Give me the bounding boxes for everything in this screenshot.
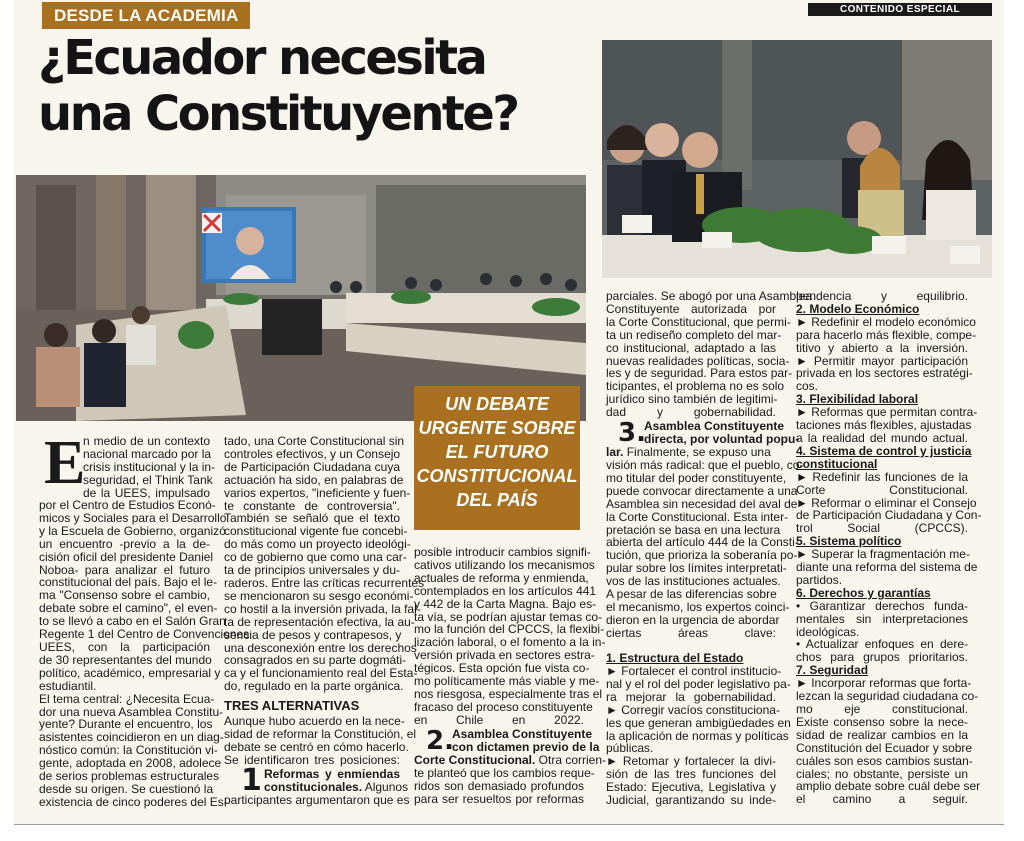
section-heading: 4. Sistema de control y justicia — [796, 443, 972, 458]
text-line: ca y el funcionamiento real del Esta- — [224, 666, 418, 681]
text-line: sencia de pesos y contrapesos, y — [224, 627, 402, 642]
text-line: lezcan la seguridad ciudadana co- — [796, 689, 979, 704]
text-line: ► Superar la fragmentación me- — [796, 547, 970, 562]
text-line: Asamblea sin necesidad del aval de — [606, 496, 798, 511]
text-line: de serios problemas estructurales — [39, 769, 220, 784]
text-line: gente, adoptada en 2008, adolece — [39, 756, 222, 771]
drop-cap: E — [44, 429, 86, 497]
text-line: ta un rediseño completo del mar- — [606, 327, 782, 342]
text-line: por el Centro de Estudios Econó- — [39, 498, 216, 512]
text-line: ► Retomar y fortalecer la divi- — [606, 754, 776, 769]
text-line: en Chile en 2022. — [414, 712, 584, 727]
text-line: constitucional vigente fue concebi- — [224, 524, 408, 539]
text-line: micos y Sociales para el Desarrollo — [39, 510, 227, 525]
text-line: tado, una Corte Constitucional sin — [224, 434, 405, 448]
text-line: para ser resueltos por reformas — [414, 791, 584, 806]
text-line: ► Reformas que permitan contra- — [796, 405, 978, 420]
text-line: y 442 de la Carta Magna. Bajo es- — [414, 596, 597, 611]
text-line: les que generan ambigüedades en — [606, 715, 791, 730]
text-line: ► Permitir mayor participación — [796, 353, 968, 368]
text-line: Judicial, garantizando su inde- — [606, 793, 776, 808]
pull-quote-line: CONSTITUCIONAL — [416, 466, 578, 486]
column-5 — [796, 289, 982, 807]
text-line: la aplicación de normas y políticas — [606, 728, 789, 743]
text-line: te planteó que los cambios reque- — [414, 766, 595, 780]
text-line: tución, que prioriza la soberanía po- — [606, 548, 798, 563]
pull-quote-line: DEL PAÍS — [456, 490, 538, 510]
section-heading: 3. Flexibilidad laboral — [796, 392, 919, 407]
text-line: sidad de realizar cambios en la — [796, 727, 968, 742]
text-line: la Corte Constitucional. Esta inter- — [606, 509, 789, 524]
column-3 — [414, 545, 606, 727]
item-2-lines — [414, 753, 607, 767]
text-line: dieron en la urgencia de abordar — [606, 612, 780, 627]
text-line: puede convocar directamente a una — [606, 483, 798, 498]
text-line: ra mejorar la gobernabilidad. — [606, 689, 776, 704]
text-line: controles efectivos, y un Consejo — [224, 446, 401, 461]
text-line: versión privada en sectores estra- — [414, 648, 595, 663]
text-line: amplio debate sobre cuál debe ser — [796, 779, 981, 794]
text-line: la Corte Constitucional, que permi- — [606, 314, 791, 329]
text-line: un encuentro -previo a la de- — [39, 536, 210, 551]
text-line: públicas. — [606, 741, 654, 756]
text-line: yente? Durante el encuentro, los — [39, 717, 213, 732]
text-line: nal y el rol del poder legislativo pa- — [606, 676, 791, 691]
text-line: actuales de reforma y enmienda, — [414, 570, 589, 585]
text-line: taciones más flexibles, ajustadas — [796, 418, 972, 433]
item-2-rest: Otra corrien- — [535, 753, 607, 767]
text-line: el mecanismo, los expertos coinci- — [606, 599, 790, 614]
text-line: Constitución del Ecuador y sobre — [796, 740, 973, 755]
text-line: de 30 representantes del mundo — [39, 652, 212, 667]
text-line: de Participación Ciudadana cuya — [224, 459, 400, 474]
text-line: pendencia y equilibrio. — [796, 289, 968, 303]
text-line: ticipantes, el problema no es solo — [606, 379, 785, 394]
text-line: dad y gobernabilidad. — [606, 405, 776, 420]
text-line: actuación ha sido, en palabras de — [224, 472, 404, 487]
text-line: fracaso del proceso constituyente — [414, 699, 593, 714]
number-1: 1 — [241, 763, 262, 798]
text-line: mo políticamente más viable y me- — [414, 674, 600, 689]
text-line: ta de representación efectiva, la au- — [224, 614, 415, 629]
text-line: nos riesgosa, especialmente tras el — [414, 686, 603, 701]
text-line: Constituyente autorizada por — [606, 301, 776, 316]
pull-quote-line: URGENTE SOBRE — [418, 418, 576, 438]
text-line: una desconexión entre los derechos — [224, 640, 417, 655]
text-line: partidos. — [796, 572, 843, 587]
text-line: diante una reforma del sistema de — [796, 560, 978, 575]
text-line: ► Reformar o eliminar el Consejo — [796, 495, 977, 510]
section-heading: 6. Derechos y garantías — [796, 585, 931, 600]
text-line: pretación se basa en una lectura — [606, 522, 781, 537]
text-line: to se llevó a cabo en el Salón Gran — [39, 614, 226, 629]
text-line: trol Social (CPCCS). — [796, 521, 968, 536]
text-line: desde su origen. Se cuestionó la — [39, 781, 214, 796]
text-line: y la Escuela de Gobierno, organizó — [39, 523, 226, 538]
headline — [38, 30, 598, 142]
text-line: mo titular del poder constituyente, — [606, 470, 787, 485]
item-3-lines — [606, 446, 776, 459]
text-line: Se identificaron tres posiciones: — [224, 752, 400, 767]
column-3-continued — [414, 766, 595, 806]
text-line: ► Fortalecer el control institucio- — [606, 664, 782, 678]
text-line: mo eje constitucional. — [796, 702, 968, 716]
text-line: co institucional, adaptado a las — [606, 340, 776, 355]
text-line: nacional marcado por la — [83, 446, 212, 461]
text-line: seguridad, el Think Tank — [83, 472, 213, 487]
text-line: nuevas realidades políticas, socia- — [606, 353, 790, 368]
text-line: ridos son demasiado profundos — [414, 778, 584, 793]
section-heading: 5. Sistema político — [796, 534, 902, 549]
item-2-bold-line: con dictamen previo de la — [452, 739, 600, 754]
text-line: Existe consenso sobre la nece- — [796, 714, 968, 729]
text-line: te constante de controversia". — [224, 498, 400, 513]
text-line: privada en los sectores estratégi- — [796, 366, 973, 381]
text-line: cos. — [796, 379, 819, 394]
text-line: parciales. Se abogó por una Asamblea — [606, 289, 813, 303]
text-line: ► Corregir vacíos constituciona- — [606, 702, 780, 717]
column-4-continued — [606, 458, 804, 640]
text-line: se mencionaron su sesgo económi- — [224, 588, 414, 603]
column-2 — [224, 434, 425, 694]
text-line: asistentes coincidieron en un diag- — [39, 730, 224, 745]
item-1-rest: Algunos — [362, 779, 409, 794]
text-line: ta de principios universales y du- — [224, 563, 400, 578]
pull-quote-line: EL FUTURO — [445, 442, 549, 462]
text-line: • Actualizar enfoques en dere- — [796, 637, 968, 652]
text-line: posible introducir cambios signifi- — [414, 545, 591, 559]
text-line: También se señaló que el texto — [224, 511, 400, 526]
text-line: n medio de un contexto — [83, 434, 210, 448]
text-line: abierta del artículo 444 de la Consti- — [606, 535, 799, 550]
text-line: nóstico común: la Constitución vi- — [39, 743, 218, 758]
text-line: co de gobierno que como una car- — [224, 550, 407, 565]
item-3-bold-text: lar. — [606, 445, 624, 459]
item-3-bold-line: Asamblea Constituyente — [644, 419, 785, 433]
number-3: 3. — [618, 418, 646, 448]
text-line: do, regulado en la parte orgánica. — [224, 679, 404, 694]
subhead-tres-alternativas: TRES ALTERNATIVAS — [224, 698, 360, 713]
text-line: cativos utilizando los mecanismos — [414, 557, 595, 572]
text-line: debate se centró en cómo hacerlo. — [224, 739, 409, 754]
section-heading: 1. Estructura del Estado — [606, 651, 744, 665]
text-line: varios expertos, "ineficiente y fuen- — [224, 485, 411, 500]
text-line: Noboa- para analizar el futuro — [39, 562, 210, 577]
text-line: ideológicas. — [796, 624, 860, 639]
item-1-last-line — [224, 793, 410, 807]
text-line: cuáles son esos cambios sustan- — [796, 753, 973, 768]
text-line: para hacerlo más flexible, compe- — [796, 327, 977, 342]
text-line: ma "Consenso sobre el cambio, — [39, 588, 210, 603]
column-1 — [39, 498, 250, 809]
column-4-bullets — [606, 664, 791, 808]
special-content-label: CONTENIDO ESPECIAL — [808, 3, 992, 16]
text-line: estudiantil. — [39, 678, 97, 693]
participants-illustration — [602, 40, 992, 278]
meeting-room-photo — [16, 175, 586, 421]
headline-line-1: ¿Ecuador necesita — [38, 30, 486, 86]
text-line: Regente 1 del Centro de Convenciones — [39, 627, 250, 642]
text-line: ► Redefinir las funciones de la — [796, 469, 968, 484]
column-1-lead — [83, 434, 216, 500]
text-line: jurídico sino también de legitimi- — [606, 392, 778, 407]
item-2-line — [414, 753, 607, 767]
section-heading: 2. Modelo Económico — [796, 301, 920, 316]
text-line: • Garantizar derechos funda- — [796, 598, 968, 613]
text-line: ciales; no obstante, persiste un — [796, 766, 968, 781]
section-heading: constitucional — [796, 456, 878, 471]
section-kicker: DESDE LA ACADEMIA — [42, 2, 250, 29]
text-line: sión de las tres funciones del — [606, 767, 776, 782]
text-line: debate sobre el camino", el even- — [39, 601, 218, 616]
item-1-heading — [264, 767, 409, 794]
item-2-bold-text: Corte Constitucional. — [414, 753, 536, 767]
text-line: Aunque hubo acuerdo en la nece- — [224, 714, 405, 728]
item-1-bold-line — [264, 779, 409, 794]
item-2-heading — [452, 727, 600, 754]
pull-quote-line: UN DEBATE — [445, 394, 549, 414]
text-line: mentales sin interpretaciones — [796, 611, 968, 626]
text-line: do más como un proyecto ideológi- — [224, 537, 411, 552]
text-line: consagrados en su parte dogmáti- — [224, 653, 407, 668]
text-line: de la UEES, impulsado — [83, 485, 210, 500]
text-line: existencia de cinco poderes del Es- — [39, 794, 228, 809]
text-line: el camino a seguir. — [796, 792, 968, 807]
text-line: pular sobre los límites interpretati- — [606, 561, 787, 576]
text-line: titivo y abierto a la inversión. — [796, 340, 968, 355]
text-line: raderos. Entre las críticas recurrentes — [224, 575, 425, 590]
text-line: Corte Constitucional. — [796, 482, 968, 497]
item-3-line — [606, 446, 776, 459]
item-3-heading — [644, 419, 800, 446]
text-line: chos para grupos prioritarios. — [796, 650, 968, 665]
text-line: a la realidad del mundo actual. — [796, 430, 968, 445]
text-line: mo la función del CPCCS, la flexibi- — [414, 622, 605, 637]
text-line: de Participación Ciudadana y Con- — [796, 508, 982, 523]
text-line: co hostil a la inversión privada, la fal- — [224, 601, 421, 616]
text-line: vos de las instituciones actuales. — [606, 574, 781, 589]
text-line: contemplados en los artículos 441 — [414, 583, 597, 598]
pull-quote-box — [414, 386, 580, 530]
text-line: constitucional del país. Bajo el le- — [39, 575, 218, 590]
item-1-last-text: participantes argumentaron que es — [224, 793, 410, 807]
text-line: El tema central: ¿Necesita Ecua- — [39, 691, 215, 706]
section-estructura-del-estado — [606, 652, 776, 665]
number-2: 2. — [426, 726, 454, 756]
section-heading: 7. Seguridad — [796, 663, 869, 678]
item-3-bold-line: directa, por voluntad popu- — [644, 431, 800, 446]
column-2-continued — [224, 714, 417, 767]
text-line: ciertas áreas clave: — [606, 625, 776, 640]
item-2-bold-line: Asamblea Constituyente — [452, 727, 593, 741]
item-1-bold-line: Reformas y enmiendas — [264, 767, 400, 781]
text-line: dor una nueva Asamblea Constitu- — [39, 704, 224, 719]
item-3-rest: Finalmente, se expuso una — [623, 445, 771, 459]
text-line: cisión oficil del presidente Daniel — [39, 549, 214, 564]
text-line: les y de seguridad. Para estos par- — [606, 366, 793, 381]
text-line: tégicos. Esta opción fue vista co- — [414, 661, 590, 676]
participants-photo — [602, 40, 992, 278]
text-line: ta vía, se podrían ajustar temas co- — [414, 609, 603, 624]
text-line: crisis institucional y la in- — [83, 459, 216, 474]
text-line: lización laboral, o el fomento a la in- — [414, 635, 606, 650]
meeting-room-illustration — [16, 175, 586, 421]
item-1-bold-text: constitucionales. — [264, 779, 363, 794]
text-line: Estado: Ejecutiva, Legislativa y — [606, 780, 776, 795]
text-line: sidad de reformar la Constitución, el — [224, 726, 417, 741]
text-line: visión más radical: que el pueblo, co- — [606, 458, 804, 472]
column-4 — [606, 289, 813, 420]
text-line: UEES, con la participación — [39, 639, 210, 654]
headline-line-2: una Constituyente? — [38, 86, 518, 142]
text-line: ► Redefinir el modelo económico — [796, 314, 976, 329]
text-line: A pesar de las diferencias sobre — [606, 587, 777, 602]
text-line: político, académico, empresarial y — [39, 665, 221, 680]
text-line: ► Incorporar reformas que forta- — [796, 676, 972, 691]
